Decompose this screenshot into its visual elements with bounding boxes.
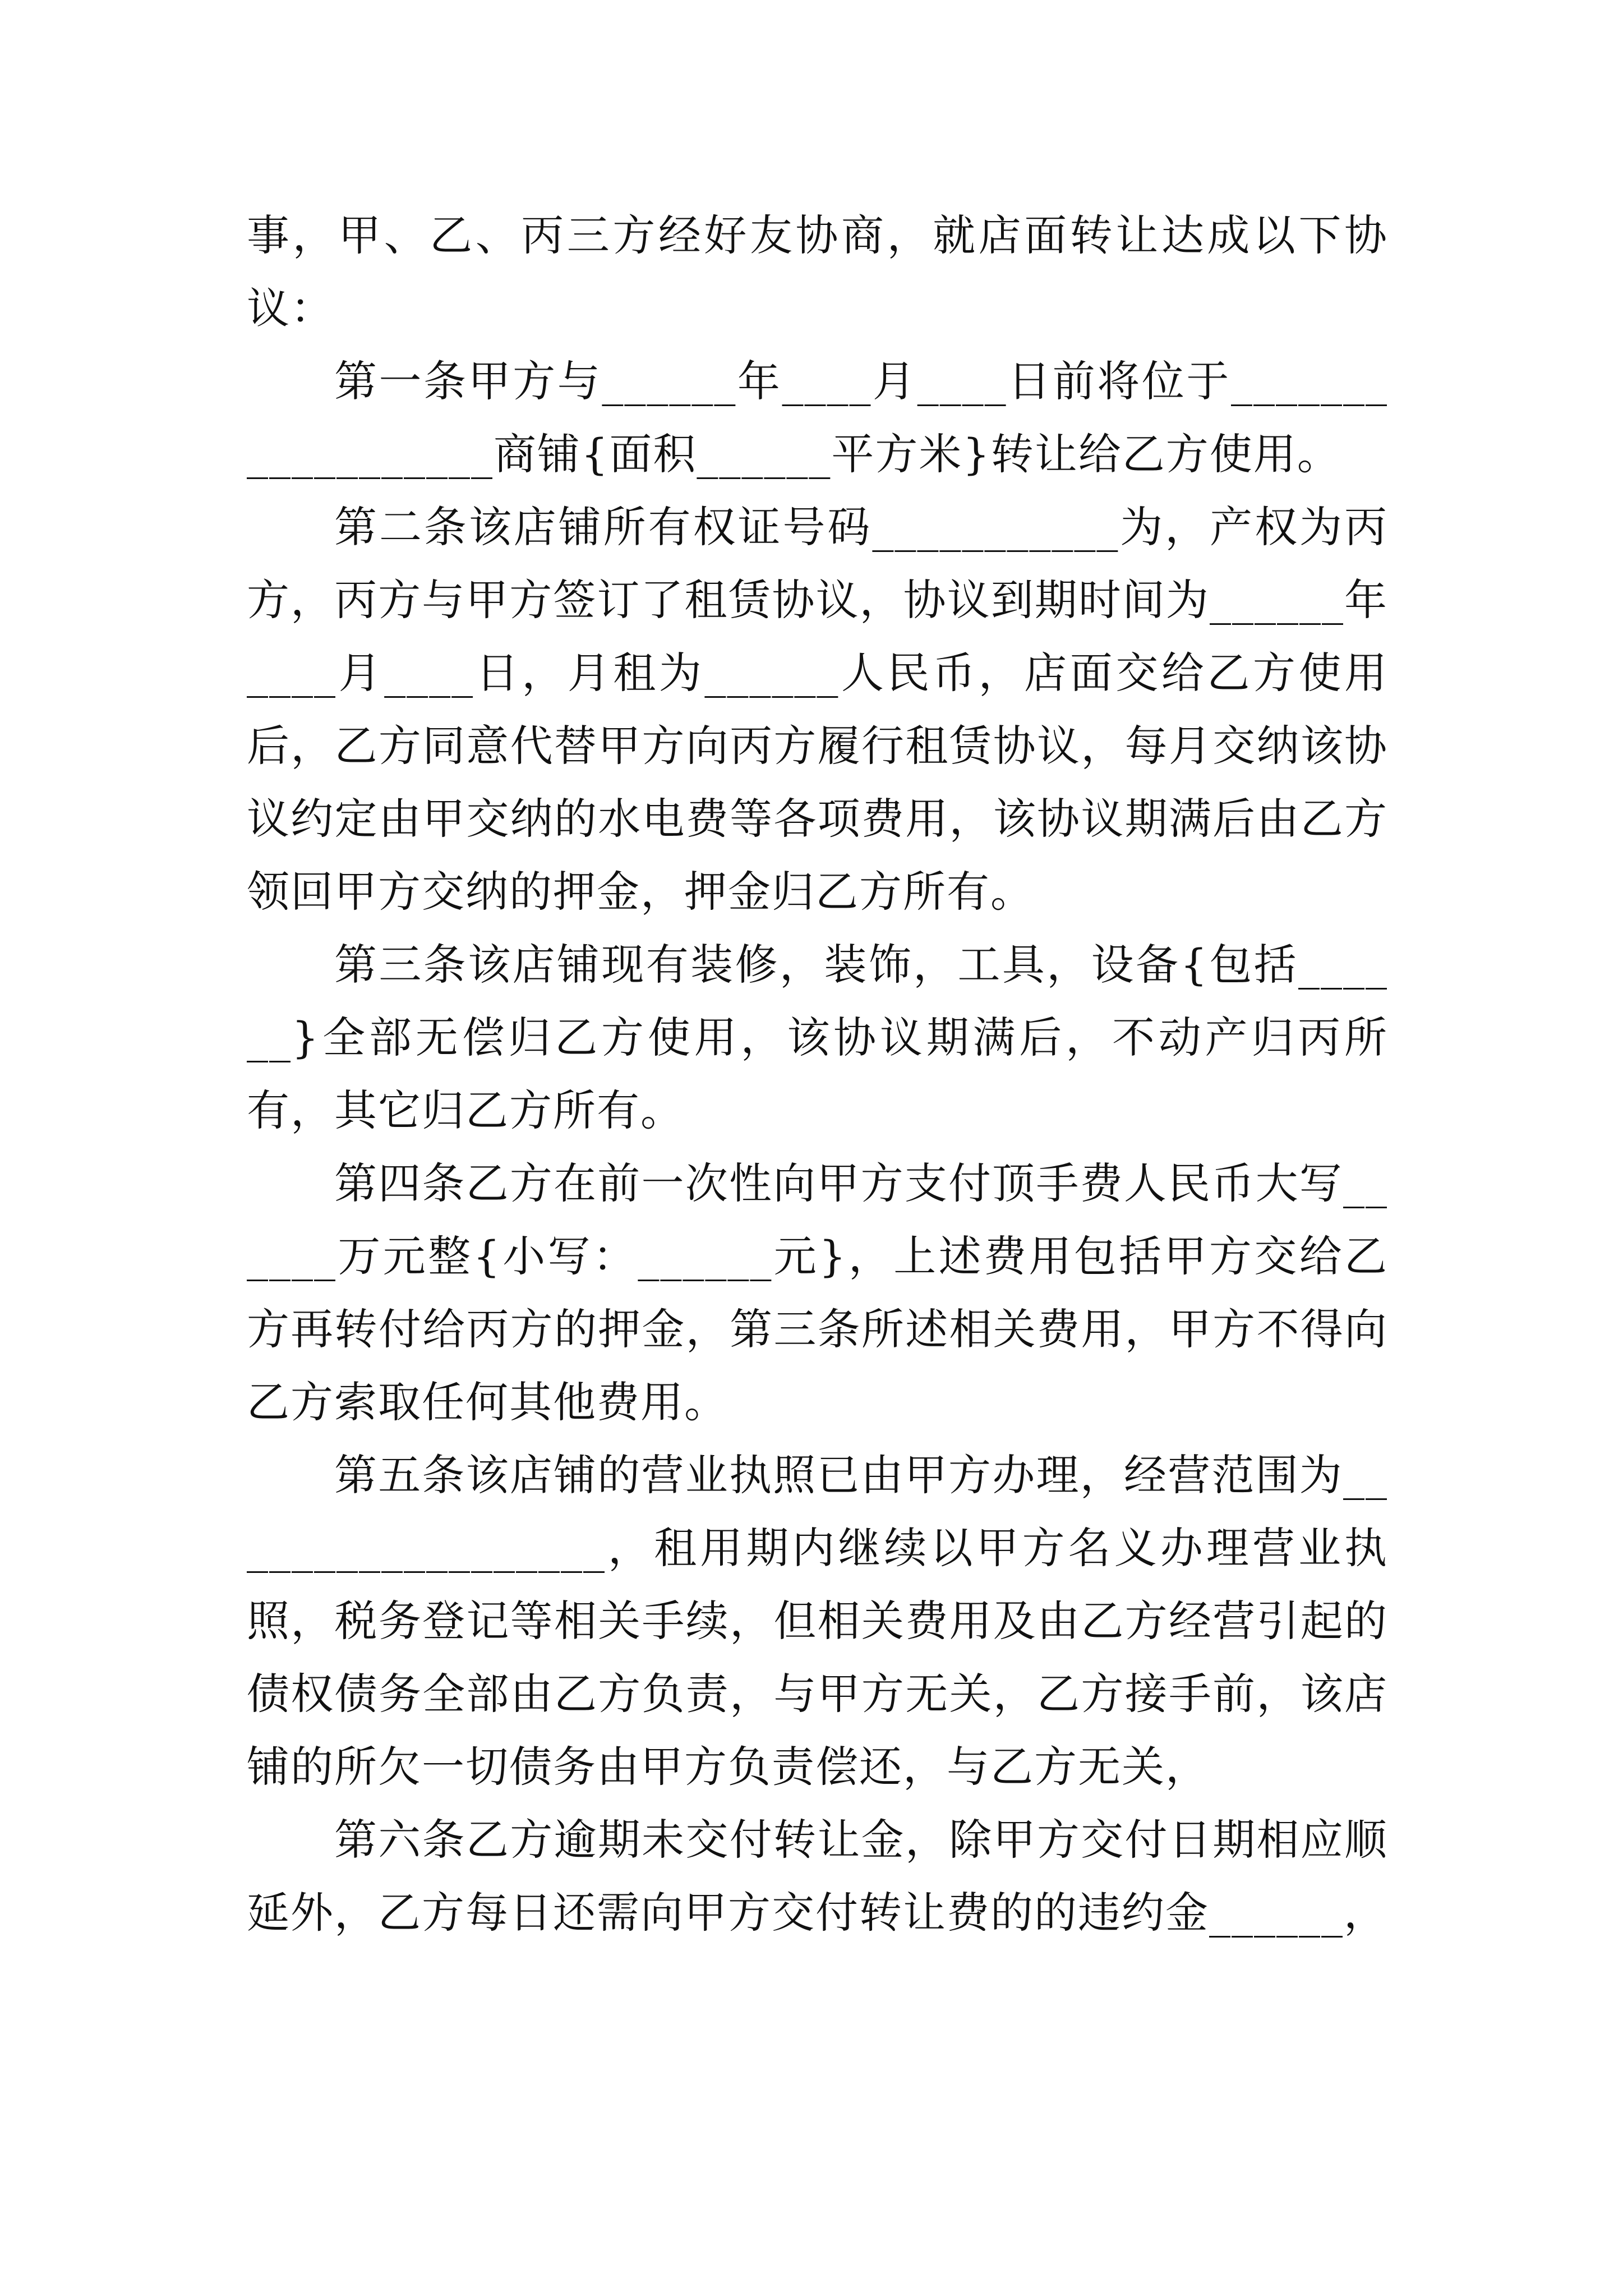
paragraph-article-5: 第五条该店铺的营业执照已由甲方办理，经营范围为__________________，租用期内继续以甲方名义办理营业执照，税务登记等相关手续，但相关费用及由乙方经营引起的债权债务全部由乙方负责，与甲方无关，乙方接手前，该店铺的所欠一切债务由甲方负责偿还，与乙方无关， [247,1450,1388,1792]
paragraph-article-2: 第二条该店铺所有权证号码___________为，产权为丙方，丙方与甲方签订了租赁协议，协议到期时间为______年____月____日，月租为______人民币，店面交给乙方使用后，乙方同意代替甲方向丙方履行租赁协议，每月交纳该协议约定由甲交纳的水电费等各项费用，该协议期满后由乙方领回甲方交纳的押金，押金归乙方所有。 [247,502,1388,917]
paragraph-article-1: 第一条甲方与______年____月____日前将位于__________________商铺{面积______平方米}转让给乙方使用。 [247,356,1388,479]
paragraph-article-3: 第三条该店铺现有装修，装饰，工具，设备{包括______}全部无偿归乙方使用，该协议期满后，不动产归丙所有，其它归乙方所有。 [247,940,1388,1135]
paragraph-article-6: 第六条乙方逾期未交付转让金，除甲方交付日期相应顺延外，乙方每日还需向甲方交付转让费的的违约金______， [247,1815,1388,1938]
document-body [247,199,1388,1949]
paragraph-intro: 事，甲、乙、丙三方经好友协商，就店面转让达成以下协议： [247,210,1388,333]
paragraph-article-4: 第四条乙方在前一次性向甲方支付顶手费人民币大写______万元整{小写：______元}，上述费用包括甲方交给乙方再转付给丙方的押金，第三条所述相关费用，甲方不得向乙方索取任何其他费用。 [247,1158,1388,1427]
